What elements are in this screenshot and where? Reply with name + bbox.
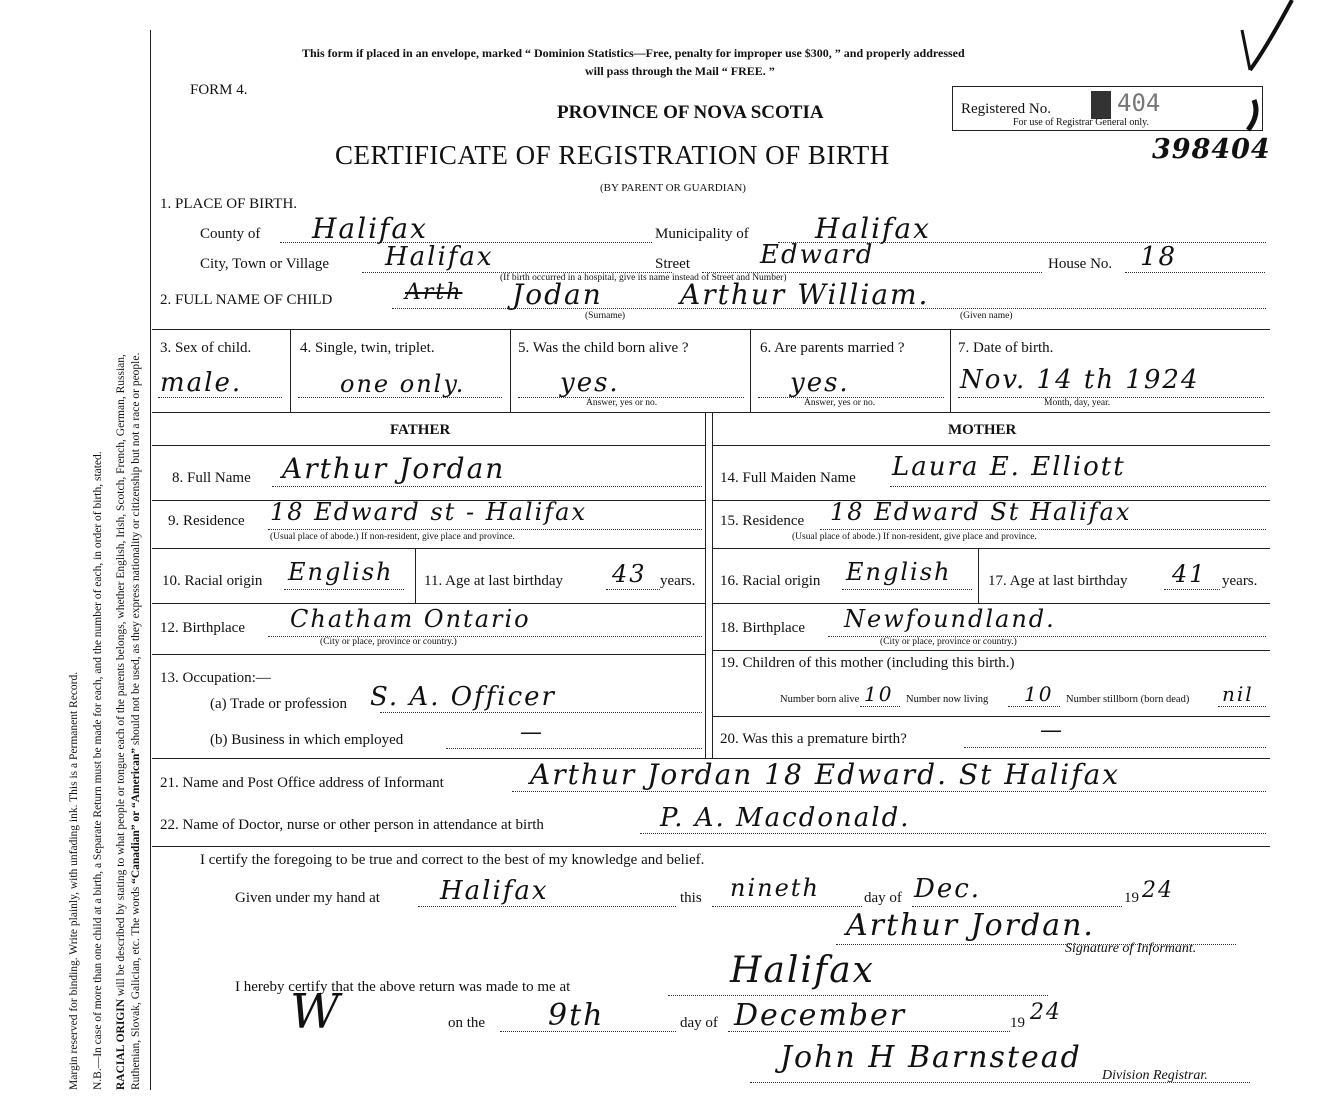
city-label: City, Town or Village — [200, 256, 330, 272]
postal-notice: This form if placed in an envelope, marked “ Dominion Statistics—Free, penalty for improper use $300, ” and properly addressed — [302, 46, 965, 60]
father-heading: FATHER — [390, 422, 451, 438]
mother-residence-caption: (Usual place of abode.) If non-resident, give place and province. — [792, 532, 1037, 542]
month-value: Dec. — [914, 874, 982, 904]
registered-stamp — [1091, 91, 1111, 119]
registered-note: For use of Registrar General only. — [1013, 117, 1149, 128]
father-residence-value: 18 Edward st - Halifax — [270, 498, 588, 526]
father-age-unit: years. — [660, 573, 696, 589]
margin-note-racial: RACIAL ORIGIN will be described by stating to what people or tongue each of the parents belongs, whether English, Irish, Scotch, French, German, Russian, — [115, 354, 127, 1090]
sex-value: male. — [160, 368, 243, 398]
sex-label: 3. Sex of child. — [160, 340, 252, 356]
father-birthplace-caption: (City or place, province or country.) — [320, 637, 457, 647]
municipality-label: Municipality of — [655, 226, 749, 242]
father-racial-value: English — [288, 558, 394, 586]
living-count-value: 10 — [1024, 682, 1054, 706]
mother-age-label: 17. Age at last birthday — [988, 573, 1128, 589]
form-number: FORM 4. — [190, 82, 248, 98]
child-given-value: Arthur William. — [680, 278, 930, 311]
month-line — [912, 906, 1122, 907]
premature-label: 20. Was this a premature birth? — [720, 731, 907, 747]
given-under-label: Given under my hand at — [235, 890, 380, 906]
father-racial-label: 10. Racial origin — [162, 573, 263, 589]
trade-line — [380, 712, 702, 713]
year-prefix: 19 — [1124, 890, 1139, 906]
county-value: Halifax — [312, 212, 428, 245]
father-age-line — [606, 589, 660, 590]
house-line — [1125, 272, 1265, 273]
mother-residence-value: 18 Edward St Halifax — [830, 498, 1132, 526]
living-count-label: Number now living — [906, 694, 989, 705]
father-residence-line — [268, 529, 702, 530]
registered-value: 404 — [1117, 89, 1161, 117]
divider — [713, 445, 1270, 446]
mother-birthplace-value: Newfoundland. — [844, 605, 1056, 633]
house-label: House No. — [1048, 256, 1113, 272]
divider — [415, 549, 416, 603]
trade-label: (a) Trade or profession — [210, 696, 348, 712]
day-value: nineth — [730, 874, 820, 902]
mother-age-unit: years. — [1222, 573, 1258, 589]
check-mark-icon — [1230, 0, 1300, 140]
divider — [978, 549, 979, 603]
divider — [705, 413, 706, 758]
divider — [713, 548, 1270, 549]
year-value-2: 24 — [1030, 1000, 1062, 1025]
father-birthplace-value: Chatham Ontario — [290, 605, 531, 633]
child-name-struck: Arth — [405, 280, 463, 305]
mother-residence-label: 15. Residence — [720, 513, 805, 529]
registrar-place-value: Halifax — [730, 950, 875, 991]
mother-heading: MOTHER — [948, 422, 1017, 438]
on-the-label: on the — [448, 1015, 486, 1031]
single-twin-label: 4. Single, twin, triplet. — [300, 340, 435, 356]
municipality-value: Halifax — [815, 212, 931, 245]
divider — [510, 330, 511, 412]
premature-value: — — [1040, 718, 1064, 743]
dob-value: Nov. 14 th 1924 — [960, 365, 1200, 395]
certification-statement: I certify the foregoing to be true and correct to the best of my knowledge and belief. — [200, 852, 705, 868]
stillborn-count-line — [1218, 706, 1266, 707]
mother-birthplace-caption: (City or place, province or country.) — [880, 637, 1017, 647]
informant-label: 21. Name and Post Office address of Informant — [160, 775, 444, 791]
business-label: (b) Business in which employed — [210, 732, 404, 748]
doctor-line — [640, 833, 1266, 834]
dob-caption: Month, day, year. — [1044, 398, 1111, 408]
informant-signature: Arthur Jordan. — [846, 908, 1095, 943]
registrar-initials: W — [290, 984, 342, 1040]
doctor-value: P. A. Macdonald. — [660, 803, 911, 833]
father-residence-caption: (Usual place of abode.) If non-resident, give place and province. — [270, 532, 515, 542]
occupation-label: 13. Occupation:— — [160, 670, 271, 686]
business-line — [446, 748, 702, 749]
father-birthplace-label: 12. Birthplace — [160, 620, 245, 636]
living-count-line — [1008, 706, 1060, 707]
born-alive-caption: Answer, yes or no. — [586, 398, 658, 408]
hospital-note: (If birth occurred in a hospital, give its name instead of Street and Number) — [500, 273, 787, 283]
doctor-label: 22. Name of Doctor, nurse or other person in attendance at birth — [160, 817, 544, 833]
given-caption: (Given name) — [960, 311, 1013, 321]
father-residence-label: 9. Residence — [168, 513, 245, 529]
mother-name-label: 14. Full Maiden Name — [720, 470, 856, 486]
father-name-line — [272, 486, 702, 487]
married-label: 6. Are parents married ? — [760, 340, 905, 356]
divider — [713, 603, 1270, 604]
binding-margin-line — [150, 30, 151, 1090]
married-caption: Answer, yes or no. — [804, 398, 876, 408]
year-prefix-2: 19 — [1010, 1015, 1025, 1031]
given-place-value: Halifax — [440, 876, 549, 906]
mother-residence-line — [820, 529, 1266, 530]
registrar-signature: John H Barnstead — [780, 1040, 1082, 1075]
house-value: 18 — [1140, 242, 1178, 272]
premature-line — [964, 747, 1266, 748]
business-value: — — [520, 720, 544, 745]
divider — [713, 716, 1270, 717]
born-alive-value: yes. — [560, 368, 620, 398]
child-surname-value: Jodan — [512, 278, 603, 311]
mother-racial-label: 16. Racial origin — [720, 573, 821, 589]
stillborn-count-label: Number stillborn (born dead) — [1066, 694, 1190, 705]
margin-note-racial-2: Ruthenian, Slovak, Galician, etc. The words “Canadian” or “American” should not be used, as they express nationality or citizenship but not a race or people. — [130, 352, 142, 1090]
mother-birthplace-label: 18. Birthplace — [720, 620, 805, 636]
street-label: Street — [655, 256, 690, 272]
father-racial-line — [284, 589, 404, 590]
informant-signature-caption: Signature of Informant. — [1065, 941, 1197, 956]
father-name-label: 8. Full Name — [172, 470, 251, 486]
divider — [712, 413, 713, 758]
divider — [152, 603, 705, 604]
mother-racial-value: English — [846, 558, 952, 586]
registered-label: Registered No. — [961, 101, 1051, 117]
registrar-place-line — [668, 995, 1048, 996]
street-line — [702, 272, 1042, 273]
stillborn-count-value: nil — [1222, 682, 1254, 706]
surname-caption: (Surname) — [585, 311, 626, 321]
mother-racial-line — [842, 589, 972, 590]
year-value: 24 — [1142, 878, 1174, 903]
mother-age-line — [1164, 589, 1220, 590]
single-twin-value: one only. — [340, 370, 466, 398]
registrar-caption: Division Registrar. — [1102, 1068, 1208, 1083]
divider — [152, 445, 705, 446]
born-alive-count-value: 10 — [864, 682, 894, 706]
margin-note-binding: Margin reserved for binding. Write plainly, with unfading ink. This is a Permanent Record. — [68, 671, 80, 1090]
divider — [750, 330, 751, 412]
page-title: CERTIFICATE OF REGISTRATION OF BIRTH — [335, 140, 890, 170]
born-alive-count-line — [860, 706, 900, 707]
informant-line — [512, 791, 1266, 792]
born-alive-count-label: Number born alive — [780, 694, 860, 705]
trade-value: S. A. Officer — [370, 682, 556, 712]
divider — [152, 548, 705, 549]
divider — [152, 412, 1270, 413]
county-label: County of — [200, 226, 261, 242]
mother-age-value: 41 — [1172, 560, 1207, 588]
divider — [152, 654, 705, 655]
mother-name-line — [890, 486, 1266, 487]
this-label: this — [680, 890, 702, 906]
certificate-number: 398404 — [1152, 134, 1271, 165]
divider — [152, 329, 1270, 330]
page-subtitle: (BY PARENT OR GUARDIAN) — [600, 182, 746, 194]
married-value: yes. — [790, 368, 850, 398]
father-age-label: 11. Age at last birthday — [424, 573, 563, 589]
postal-notice-free: will pass through the Mail “ FREE. ” — [585, 64, 775, 78]
father-name-value: Arthur Jordan — [282, 452, 506, 485]
mother-name-value: Laura E. Elliott — [892, 452, 1126, 482]
city-value: Halifax — [385, 242, 494, 272]
margin-note-nb: N.B.—In case of more than one child at a birth, a Separate Return must be made for each, and the number of each, in order of birth, stated. — [92, 451, 104, 1090]
divider — [950, 330, 951, 412]
child-name-label: 2. FULL NAME OF CHILD — [160, 292, 333, 308]
on-month-value: December — [734, 998, 907, 1033]
day-line — [712, 906, 862, 907]
informant-value: Arthur Jordan 18 Edward. St Halifax — [530, 758, 1121, 791]
on-day-value: 9th — [548, 998, 605, 1033]
dob-label: 7. Date of birth. — [958, 340, 1054, 356]
given-place-line — [418, 906, 676, 907]
day-of-label-2: day of — [680, 1015, 718, 1031]
registered-box — [952, 86, 1263, 131]
dob-line — [958, 397, 1264, 398]
divider — [290, 330, 291, 412]
place-of-birth-heading: 1. PLACE OF BIRTH. — [160, 196, 298, 212]
street-value: Edward — [760, 240, 875, 270]
born-alive-label: 5. Was the child born alive ? — [518, 340, 689, 356]
father-age-value: 43 — [612, 560, 647, 588]
day-of-label: day of — [864, 890, 902, 906]
children-label: 19. Children of this mother (including this birth.) — [720, 655, 1015, 671]
divider — [152, 846, 1270, 847]
registrar-statement: I hereby certify that the above return was made to me at — [235, 979, 571, 995]
divider — [713, 650, 1270, 651]
province-heading: PROVINCE OF NOVA SCOTIA — [557, 102, 824, 123]
